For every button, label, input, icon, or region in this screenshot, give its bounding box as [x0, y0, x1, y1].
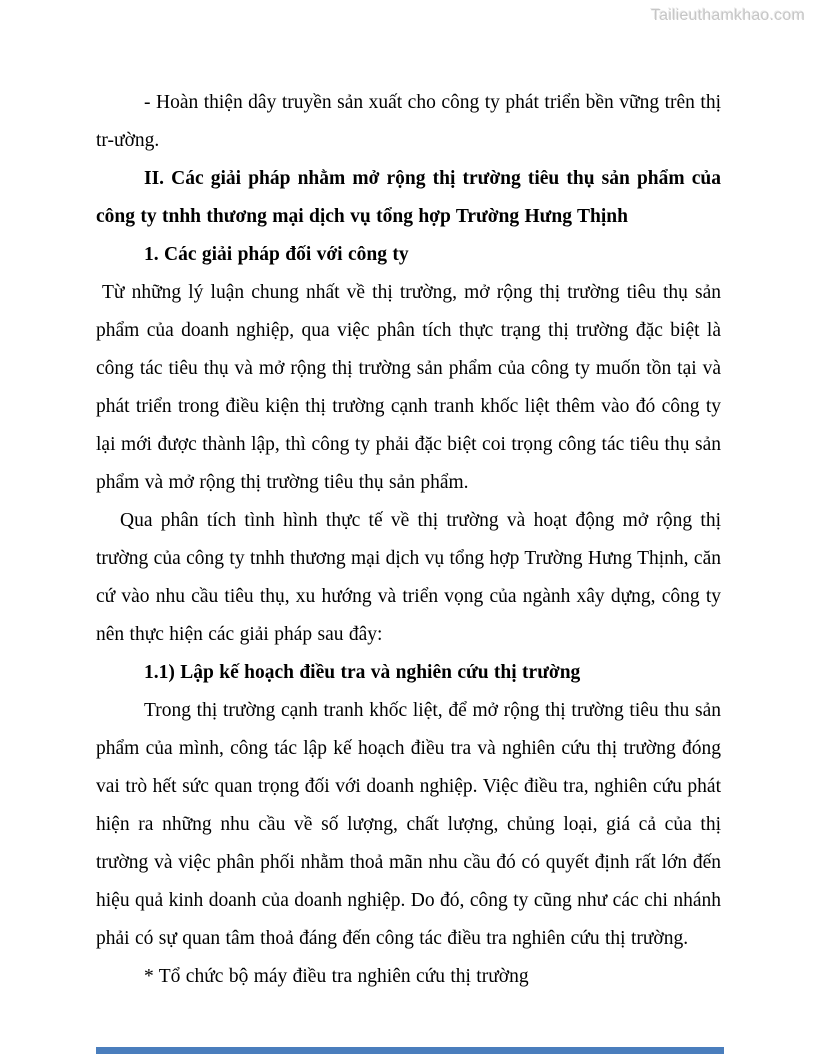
section-heading-1-1: 1.1) Lập kế hoạch điều tra và nghiên cứu thị trường [144, 662, 581, 683]
body-paragraph-research-planning: Trong thị trường cạnh tranh khốc liệt, để mở rộng thị trường tiêu thu sản phẩm của mình, công tác lập kế hoạch điều tra và nghiên cứu thị trường đóng vai trò hết sức quan trọng đối với doanh nghiệp. Việc điều tra, nghiên cứu phát hiện ra những nhu cầu về số lượng, chất lượng, chủng loại, giá cả của thị trường và việc phân phối nhằm thoả mãn nhu cầu đó có quyết định rất lớn đến hiệu quả kinh doanh của doanh nghiệp. Do đó, công ty cũng như các chi nhánh phải có sự quan tâm thoả đáng đến công tác điều tra nghiên cứu thị trường. [96, 700, 721, 949]
footer-accent-bar [96, 1047, 724, 1054]
body-paragraph-production-line: - Hoàn thiện dây truyền sản xuất cho công ty phát triển bền vững trên thị tr-ường. [96, 92, 721, 151]
section-heading-1: 1. Các giải pháp đối với công ty [144, 244, 409, 265]
section-heading-ii: II. Các giải pháp nhằm mở rộng thị trường tiêu thụ sản phẩm của công ty tnhh thương mại dịch vụ tổng hợp Trường Hưng Thịnh [96, 168, 721, 227]
site-watermark: Tailieuthamkhao.com [650, 7, 805, 24]
document-page [96, 84, 721, 996]
body-paragraph-market-theory: Từ những lý luận chung nhất về thị trường, mở rộng thị trường tiêu thụ sản phẩm của doanh nghiệp, qua việc phân tích thực trạng thị trường đặc biệt là công tác tiêu thụ và mở rộng thị trường sản phẩm của công ty muốn tồn tại và phát triển trong điều kiện thị trường cạnh tranh khốc liệt thêm vào đó công ty lại mới được thành lập, thì công ty phải đặc biệt coi trọng công tác tiêu thụ sản phẩm và mở rộng thị trường tiêu thụ sản phẩm. [96, 282, 721, 493]
body-paragraph-analysis: Qua phân tích tình hình thực tế về thị trường và hoạt động mở rộng thị trường của công ty tnhh thương mại dịch vụ tổng hợp Trường Hưng Thịnh, căn cứ vào nhu cầu tiêu thụ, xu hướng và triển vọng của ngành xây dựng, công ty nên thực hiện các giải pháp sau đây: [96, 510, 721, 645]
bullet-line-research-apparatus: * Tổ chức bộ máy điều tra nghiên cứu thị trường [144, 966, 529, 987]
